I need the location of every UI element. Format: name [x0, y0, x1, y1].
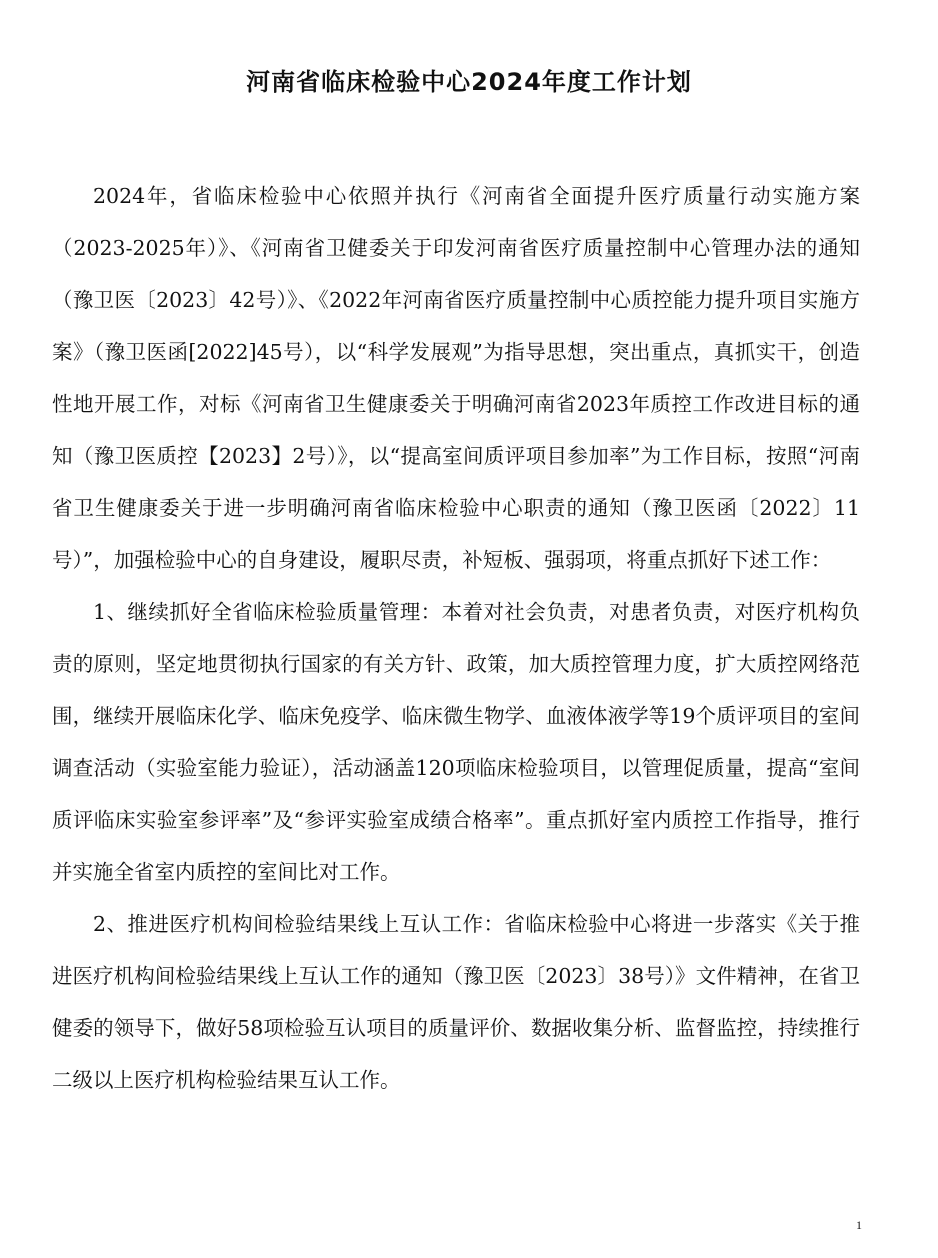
document-body — [52, 170, 860, 1106]
page-number: 1 — [856, 1218, 862, 1232]
paragraph-intro: 2024年，省临床检验中心依照并执行《河南省全面提升医疗质量行动实施方案（2023-2025年）》、《河南省卫健委关于印发河南省医疗质量控制中心管理办法的通知（豫卫医〔2023〕42号）》、《2022年河南省医疗质量控制中心质控能力提升项目实施方案》（豫卫医函[2022]45号），以“科学发展观”为指导思想，突出重点，真抓实干，创造性地开展工作，对标《河南省卫生健康委关于明确河南省2023年质控工作改进目标的通知（豫卫医质控【2023】2号）》，以“提高室间质评项目参加率”为工作目标，按照“河南省卫生健康委关于进一步明确河南省临床检验中心职责的通知（豫卫医函〔2022〕11号）”，加强检验中心的自身建设，履职尽责，补短板、强弱项，将重点抓好下述工作： — [52, 184, 860, 572]
paragraph-item-1: 1、继续抓好全省临床检验质量管理：本着对社会负责，对患者负责，对医疗机构负责的原则，坚定地贯彻执行国家的有关方针、政策，加大质控管理力度，扩大质控网络范围，继续开展临床化学、临床免疫学、临床微生物学、血液体液学等19个质评项目的室间调查活动（实验室能力验证），活动涵盖120项临床检验项目，以管理促质量，提高“室间质评临床实验室参评率”及“参评实验室成绩合格率”。重点抓好室内质控工作指导，推行并实施全省室内质控的室间比对工作。 — [52, 600, 860, 884]
document-title: 河南省临床检验中心2024年度工作计划 — [246, 68, 692, 96]
paragraph-item-2: 2、推进医疗机构间检验结果线上互认工作：省临床检验中心将进一步落实《关于推进医疗机构间检验结果线上互认工作的通知（豫卫医〔2023〕38号）》文件精神，在省卫健委的领导下，做好58项检验互认项目的质量评价、数据收集分析、监督监控，持续推行二级以上医疗机构检验结果互认工作。 — [52, 912, 860, 1092]
